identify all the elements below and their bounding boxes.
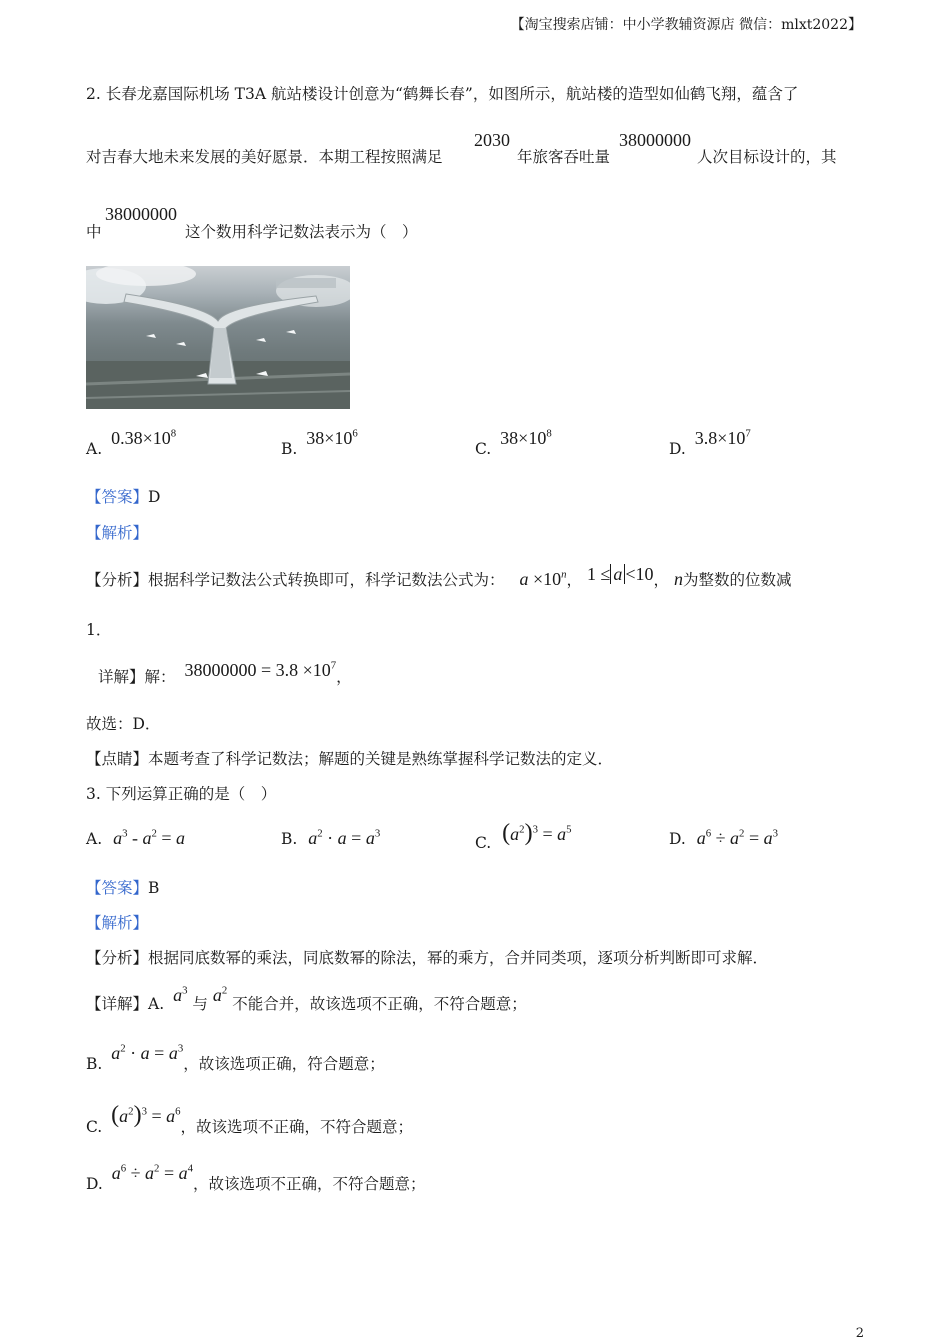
q3-option-a-expr: $a^3 - a^2 = a$ [113,827,186,848]
q2-analysis-tag: 【解析】 [86,524,149,542]
q2-dianjing: 【点睛】本题考查了科学记数法；解题的关键是熟练掌握科学记数法的定义． [86,750,614,768]
q2-year: 2030 [474,130,510,150]
q2-fenxi-line2: 1． [86,621,112,639]
q2-line3b: 这个数用科学记数法表示为（ ） [185,223,418,241]
q3-answer-value: B [148,879,160,897]
q3-option-d-label: D. [669,830,686,848]
q2-calc-end: ， [336,668,352,686]
q2-option-c-base: 38×10 [500,428,547,448]
q3-detail-b-text: ，故该选项正确，符合题意； [183,1055,385,1073]
q2-option-b-base: 38×10 [306,428,353,448]
q2-option-d[interactable] [669,427,751,459]
q2-option-b-label: B. [281,440,298,458]
ineq-right: <10 [625,564,654,584]
q2-line3a: 中 [86,223,102,241]
q2-option-a-base: 0.38×10 [111,428,171,448]
formula-comma: ， [566,571,583,589]
page-header: 【淘宝搜索店铺：中小学教辅资源店 微信：mlxt2022】 [510,17,862,33]
q3-option-d-expr: $a^6 \div a^2 = a^3$ [696,827,779,848]
q2-number-2: 38000000 [105,204,177,224]
q2-guxuan: 故选：D． [86,715,161,733]
fenxi-n: n [673,569,683,589]
q3-detail-c-text: ，故该选项不正确，不符合题意； [180,1118,414,1136]
q2-fenxi-text2: 为整数的位数减 [682,571,792,589]
q3-option-b-expr: $a^2 \cdot a = a^3$ [308,827,381,848]
q3-detail-a: 【详解】A. $a^3$ 与 $a^2$ 不能合并，故该选项不正确，不符合题意； [86,984,527,1013]
q2-option-a-label: A. [86,440,103,458]
q3-option-d[interactable] [669,828,778,849]
q3-option-a[interactable] [86,828,185,849]
q3-option-c-label: C. [475,834,492,852]
q2-option-a-exp: 8 [170,427,177,440]
formula-a: a [519,569,529,589]
q3-detail-d: D. $a^6 \div a^2 = a^4$，故该选项不正确，不符合题意； [86,1162,426,1193]
airport-aerial-illustration [86,266,350,409]
q2-line1: 2. 长春龙嘉国际机场 T3A 航站楼设计创意为“鹤舞长春”，如图所示，航站楼的造型如仙鹤飞翔，蕴含了 [86,85,799,103]
ineq-a: a [610,564,625,584]
ineq-comma: ， [653,571,670,589]
q3-option-c-expr: $(a^2)^3 = a^5$ [502,820,572,846]
q2-option-d-label: D. [669,440,686,458]
q3-option-b-label: B. [281,830,298,848]
q3-option-a-label: A. [86,830,103,848]
q2-fenxi-line1 [86,564,792,590]
q2-line2b: 年旅客吞吐量 [517,148,611,166]
q2-answer [86,485,160,507]
q2-option-a[interactable] [86,427,177,459]
q2-option-d-exp: 7 [745,427,751,440]
q2-answer-value: D [148,488,161,506]
q2-option-c-exp: 8 [546,427,552,440]
q3-detail-c: C. $(a^2)^3 = a^6$，故该选项不正确，不符合题意； [86,1102,414,1136]
q2-option-b[interactable] [281,427,358,459]
q3-answer-tag: 【答案】 [86,879,149,897]
q3-detail-d-label: D. [86,1175,103,1193]
q3-detail-d-text: ，故该选项不正确，不符合题意； [193,1175,426,1193]
q3-option-b[interactable] [281,828,380,849]
q2-option-c[interactable] [475,427,552,459]
q3-detail-c-label: C. [86,1118,103,1136]
q2-option-d-base: 3.8×10 [694,428,746,448]
q2-detail [98,659,352,687]
q2-option-c-label: C. [475,440,492,458]
q3-detail-b-label: B. [86,1055,103,1073]
ineq-left: 1 ≤ [586,564,611,584]
q3-stem: 3. 下列运算正确的是（ ） [86,785,277,803]
page-number: 2 [855,1326,864,1341]
formula-n: n [561,568,567,581]
q3-detail-tag: 【详解】A. [86,995,165,1013]
q2-line2c: 人次目标设计的，其 [697,148,837,166]
q2-calc: 38000000 = 3.8 ×10 [184,660,331,680]
q2-fenxi-text: 【分析】根据科学记数法公式转换即可，科学记数法公式为： [86,571,505,589]
airport-terminal-photo [86,266,350,409]
q2-detail-tag: 详解】解： [98,668,176,686]
q3-fenxi: 【分析】根据同底数幂的乘法，同底数幂的除法，幂的乘方，合并同类项，逐项分析判断即可求解． [86,949,769,967]
q2-line2a: 对吉春大地未来发展的美好愿景．本期工程按照满足 [86,148,443,166]
q2-option-b-exp: 6 [352,427,358,440]
q3-analysis-tag: 【解析】 [86,914,149,932]
q3-answer [86,876,159,898]
q2-answer-tag: 【答案】 [86,488,149,506]
q2-calc-exp: 7 [330,659,337,672]
formula-times: ×10 [532,569,562,589]
q3-detail-a-text: 不能合并，故该选项不正确，不符合题意； [232,995,527,1013]
q3-detail-yu: 与 [192,995,208,1013]
q2-number: 38000000 [619,130,691,150]
q3-detail-b: B. $a^2 \cdot a = a^3$，故该选项正确，符合题意； [86,1042,385,1073]
q3-option-c[interactable] [475,820,572,855]
